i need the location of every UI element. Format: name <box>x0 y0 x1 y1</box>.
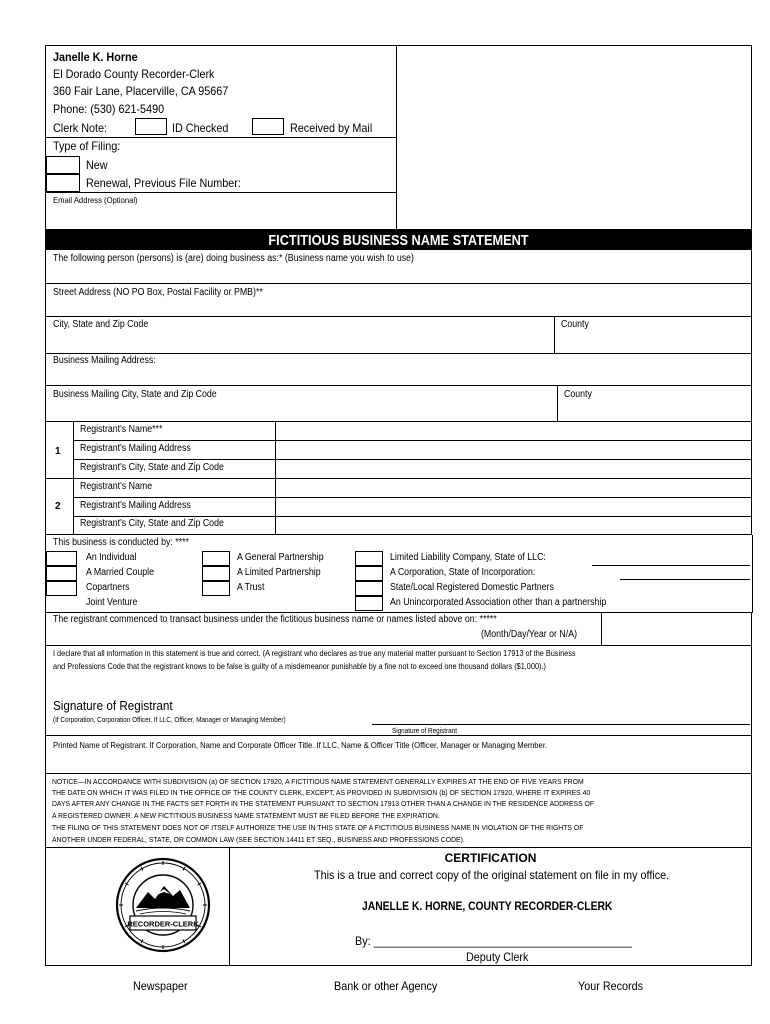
recorder-office: El Dorado County Recorder-Clerk <box>53 67 215 81</box>
new-filing-checkbox[interactable] <box>46 156 80 174</box>
signature-heading: Signature of Registrant <box>53 698 173 713</box>
conducted-right-border <box>752 535 753 613</box>
header-rule-1 <box>45 137 396 138</box>
limited-partnership-checkbox[interactable] <box>202 566 230 581</box>
business-rule-3 <box>45 353 752 354</box>
recorder-address: 360 Fair Lane, Placerville, CA 95667 <box>53 84 229 98</box>
clerk-note-label: Clerk Note: <box>53 121 108 135</box>
registrant-1-name-label: Registrant's Name*** <box>80 424 163 435</box>
corporation-label: A Corporation, State of Incorporation: <box>390 567 536 578</box>
received-by-mail-label: Received by Mail <box>290 121 373 135</box>
trust-checkbox[interactable] <box>202 581 230 596</box>
registrant-1-number: 1 <box>55 446 61 457</box>
signature-subtext: (If Corporation, Corporation Officer. If LLC, Officer, Manager or Managing Member) <box>53 715 286 724</box>
certification-text: This is a true and correct copy of the original statement on file in my office. <box>314 868 670 882</box>
copy-newspaper: Newspaper <box>133 979 188 993</box>
header-rule-2 <box>45 192 396 193</box>
new-filing-label: New <box>86 158 108 172</box>
joint-venture-label: Joint Venture <box>86 597 138 608</box>
id-checked-checkbox[interactable] <box>135 118 167 135</box>
registrant-2-name-label: Registrant's Name <box>80 481 153 492</box>
reg-rule-4 <box>73 497 752 498</box>
declaration-line-1: I declare that all information in this statement is true and correct. (A registrant who declares as true any material matter pursuant to Section 17913 of the Business <box>53 648 576 658</box>
certification-divider <box>229 848 230 966</box>
declaration-line-2: and Professions Code that the registrant knows to be false is guilty of a misdemeanor punishable by a fine not to exceed one thousand dollars ($1,000).) <box>53 661 546 671</box>
county-divider-1 <box>554 316 555 353</box>
mailing-city-label: Business Mailing City, State and Zip Code <box>53 389 217 400</box>
registrant-2-address-label: Registrant's Mailing Address <box>80 500 191 511</box>
business-name-label: The following person (persons) is (are) doing business as:* (Business name you wish to use) <box>53 253 414 264</box>
married-couple-checkbox[interactable] <box>46 566 77 581</box>
signature-rule <box>45 735 752 736</box>
email-label: Email Address (Optional) <box>53 195 138 205</box>
county-divider-2 <box>557 385 558 422</box>
copartners-label: Copartners <box>86 582 130 593</box>
mailing-county-label: County <box>564 389 592 400</box>
header-divider <box>396 45 397 230</box>
unincorporated-association-label: An Unincorporated Association other than a partnership <box>390 597 607 608</box>
commenced-date-format: (Month/Day/Year or N/A) <box>481 629 578 640</box>
unincorporated-association-checkbox[interactable] <box>355 596 383 611</box>
trust-label: A Trust <box>237 582 265 593</box>
renewal-filing-checkbox[interactable] <box>46 174 80 192</box>
llc-checkbox[interactable] <box>355 551 383 566</box>
deputy-clerk-label: Deputy Clerk <box>466 950 529 964</box>
reg-rule-1 <box>73 440 752 441</box>
county-seal-icon <box>114 856 212 954</box>
registrant-2-city-label: Registrant's City, State and Zip Code <box>80 518 224 529</box>
individual-label: An Individual <box>86 552 137 563</box>
notice-line-6: ANOTHER UNDER FEDERAL, STATE, OR COMMON LAW (SEE SECTION 14411 ET SEQ., BUSINESS AND PROFESSIONS CODE). <box>52 835 465 844</box>
conducted-by-label: This business is conducted by: **** <box>53 537 189 548</box>
domestic-partners-label: State/Local Registered Domestic Partners <box>390 582 554 593</box>
commenced-divider <box>601 612 602 646</box>
reg-rule-3 <box>45 478 752 479</box>
mailing-address-label: Business Mailing Address: <box>53 355 156 366</box>
seal-text: RECORDER-CLERK <box>127 919 199 929</box>
registrant-1-address-label: Registrant's Mailing Address <box>80 443 191 454</box>
form-title-bar <box>45 229 752 250</box>
id-checked-label: ID Checked <box>172 121 229 135</box>
registrant-2-number: 2 <box>55 501 61 512</box>
county-label: County <box>561 319 589 330</box>
copy-bank-agency: Bank or other Agency <box>334 979 438 993</box>
individual-checkbox[interactable] <box>46 551 77 566</box>
signature-line[interactable] <box>372 724 750 725</box>
notice-line-2: THE DATE ON WHICH IT WAS FILED IN THE OFFICE OF THE COUNTY CLERK, EXCEPT, AS PROVIDED IN SUBDIVISION (b) OF SECTION 17920, WHERE IT EXPIRES 40 <box>52 788 591 797</box>
business-rule-4 <box>45 385 752 386</box>
commenced-label: The registrant commenced to transact business under the fictitious business name or names listed above on: ***** <box>53 614 497 625</box>
copy-your-records: Your Records <box>578 979 644 993</box>
business-rule-1 <box>45 283 752 284</box>
llc-label: Limited Liability Company, State of LLC: <box>390 552 546 563</box>
received-by-mail-checkbox[interactable] <box>252 118 284 135</box>
copartners-checkbox[interactable] <box>46 581 77 596</box>
reg-rule-2 <box>73 459 752 460</box>
recorder-phone: Phone: (530) 621-5490 <box>53 102 165 116</box>
corporation-state-field[interactable] <box>620 579 750 580</box>
general-partnership-checkbox[interactable] <box>202 551 230 566</box>
certification-by-line[interactable]: By: ___________________________________________ <box>355 934 632 948</box>
llc-state-field[interactable] <box>592 565 750 566</box>
notice-line-1: NOTICE—IN ACCORDANCE WITH SUBDIVISION (a) OF SECTION 17920, A FICTITIOUS NAME STATEMENT GENERALLY EXPIRES AT THE END OF FIVE YEARS FROM <box>52 777 584 786</box>
recorder-name: Janelle K. Horne <box>53 50 138 64</box>
certification-heading: CERTIFICATION <box>444 851 537 865</box>
reg-rule-5 <box>73 516 752 517</box>
printed-name-label: Printed Name of Registrant. If Corporation, Name and Corporate Officer Title. If LLC, Name & Officer Title (Officer, Manager or Managing Member. <box>53 740 548 750</box>
notice-line-5: THE FILING OF THIS STATEMENT DOES NOT OF ITSELF AUTHORIZE THE USE IN THIS STATE OF A FICTITIOUS BUSINESS NAME IN VIOLATION OF THE RIGHTS OF <box>52 823 584 832</box>
notice-line-3: DAYS AFTER ANY CHANGE IN THE FACTS SET FORTH IN THE STATEMENT PURSUANT TO SECTION 17913 OTHER THAN A CHANGE IN THE RESIDENCE ADDRESS OF <box>52 799 595 808</box>
form-title: FICTITIOUS BUSINESS NAME STATEMENT <box>268 232 529 249</box>
type-of-filing-label: Type of Filing: <box>53 139 121 153</box>
married-couple-label: A Married Couple <box>86 567 154 578</box>
certification-officer: JANELLE K. HORNE, COUNTY RECORDER-CLERK <box>362 899 613 913</box>
business-rule-2 <box>45 316 752 317</box>
domestic-partners-checkbox[interactable] <box>355 581 383 596</box>
street-address-label: Street Address (NO PO Box, Postal Facility or PMB)** <box>53 287 263 298</box>
city-state-zip-label: City, State and Zip Code <box>53 319 149 330</box>
signature-line-label: Signature of Registrant <box>392 726 458 735</box>
limited-partnership-label: A Limited Partnership <box>237 567 321 578</box>
corporation-checkbox[interactable] <box>355 566 383 581</box>
county-seal <box>114 856 212 954</box>
renewal-filing-label: Renewal, Previous File Number: <box>86 176 241 190</box>
general-partnership-label: A General Partnership <box>237 552 324 563</box>
notice-line-4: A REGISTERED OWNER. A NEW FICTITIOUS BUSINESS NAME STATEMENT MUST BE FILED BEFORE THE EXPIRATION. <box>52 811 440 820</box>
registrant-1-city-label: Registrant's City, State and Zip Code <box>80 462 224 473</box>
